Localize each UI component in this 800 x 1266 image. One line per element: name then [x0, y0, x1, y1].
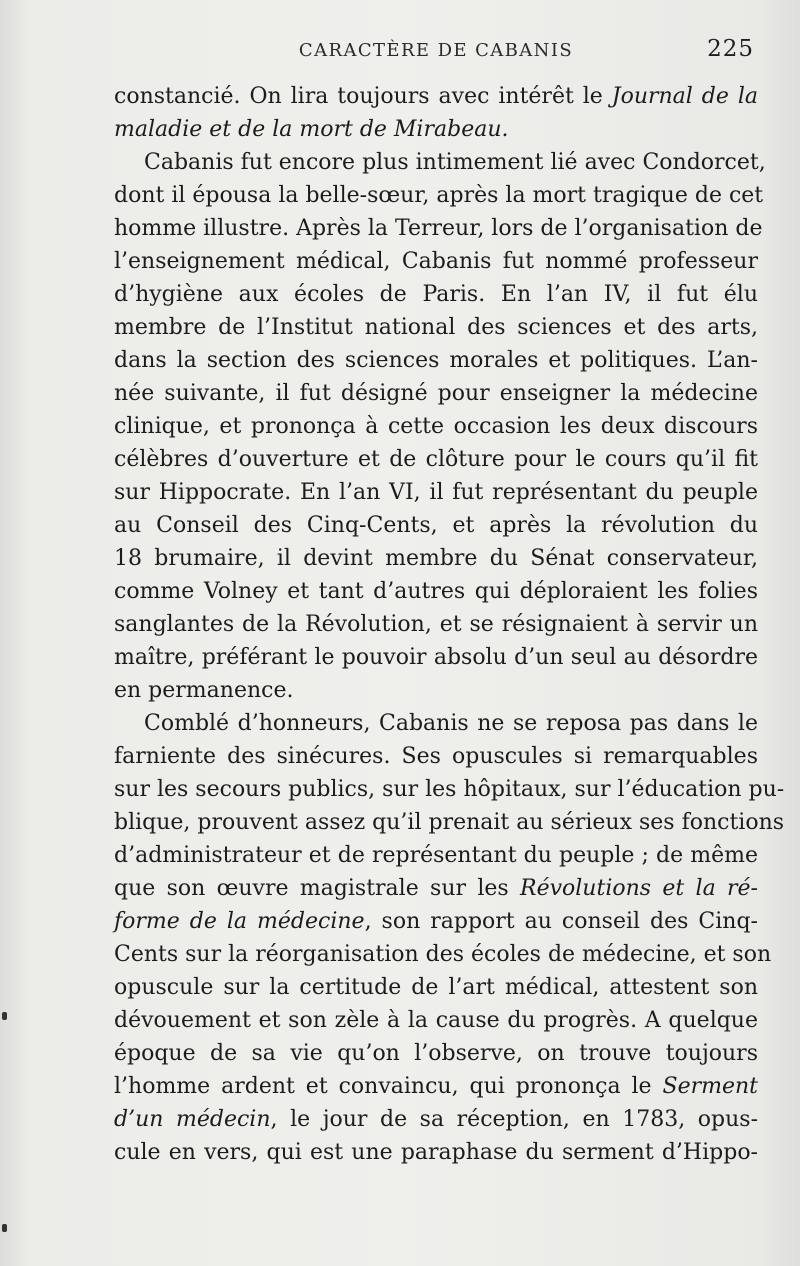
- text-line: blique, prouvent assez qu’il prenait au sérieux ses fonctions: [114, 810, 785, 835]
- text-line: l’homme ardent et convaincu, qui prononça le Serment: [114, 1074, 758, 1099]
- text-line: dont il épousa la belle-sœur, après la mort tragique de cet: [114, 183, 764, 208]
- body-text: [114, 80, 785, 1169]
- text-line: farniente des sinécures. Ses opuscules si remarquables: [114, 744, 758, 769]
- text-line: constancié. On lira toujours avec intérêt le Journal de la: [114, 84, 758, 109]
- text-line: née suivante, il fut désigné pour enseigner la médecine: [114, 381, 758, 406]
- text-line: comme Volney et tant d’autres qui déploraient les folies: [114, 579, 758, 604]
- text-line: opuscule sur la certitude de l’art médical, attestent son: [114, 975, 758, 1000]
- margin-mark: [2, 1012, 7, 1020]
- text-line: que son œuvre magistrale sur les Révolutions et la ré-: [114, 876, 758, 901]
- text-line: en permanence.: [114, 678, 294, 703]
- text-line: dans la section des sciences morales et politiques. L’an-: [114, 348, 758, 373]
- text-line: maladie et de la mort de Mirabeau.: [114, 117, 509, 142]
- text-line: dévouement et son zèle à la cause du progrès. A quelque: [114, 1008, 758, 1033]
- text-line: cule en vers, qui est une paraphase du serment d’Hippo-: [114, 1140, 758, 1165]
- text-line: l’enseignement médical, Cabanis fut nommé professeur: [114, 249, 758, 274]
- text-line: au Conseil des Cinq-Cents, et après la révolution du: [114, 513, 758, 538]
- text-line: forme de la médecine, son rapport au conseil des Cinq-: [114, 909, 758, 934]
- text-line: d’hygiène aux écoles de Paris. En l’an IV, il fut élu: [114, 282, 758, 307]
- text-line: Comblé d’honneurs, Cabanis ne se reposa pas dans le: [144, 711, 758, 736]
- text-line: célèbres d’ouverture et de clôture pour le cours qu’il fit: [114, 447, 758, 472]
- page-header: [114, 36, 758, 66]
- text-line: sur les secours publics, sur les hôpitaux, sur l’éducation pu-: [114, 777, 785, 802]
- text-line: 18 brumaire, il devint membre du Sénat conservateur,: [114, 546, 758, 571]
- text-line: homme illustre. Après la Terreur, lors de l’organisation de: [114, 216, 763, 241]
- text-line: sanglantes de la Révolution, et se résignaient à servir un: [114, 612, 758, 637]
- running-title: CARACTÈRE DE CABANIS: [298, 40, 574, 61]
- text-line: d’administrateur et de représentant du peuple ; de même: [114, 843, 758, 868]
- text-line: Cabanis fut encore plus intimement lié avec Condorcet,: [144, 150, 766, 175]
- text-line: maître, préférant le pouvoir absolu d’un seul au désordre: [114, 645, 758, 670]
- text-line: Cents sur la réorganisation des écoles de médecine, et son: [114, 942, 772, 967]
- text-line: époque de sa vie qu’on l’observe, on trouve toujours: [114, 1041, 758, 1066]
- text-line: membre de l’Institut national des sciences et des arts,: [114, 315, 758, 340]
- text-line: sur Hippocrate. En l’an VI, il fut représentant du peuple: [114, 480, 758, 505]
- text-line: d’un médecin, le jour de sa réception, en 1783, opus-: [114, 1107, 759, 1132]
- margin-mark: [2, 1224, 7, 1232]
- text-line: clinique, et prononça à cette occasion les deux discours: [114, 414, 758, 439]
- page-number: 225: [707, 36, 754, 62]
